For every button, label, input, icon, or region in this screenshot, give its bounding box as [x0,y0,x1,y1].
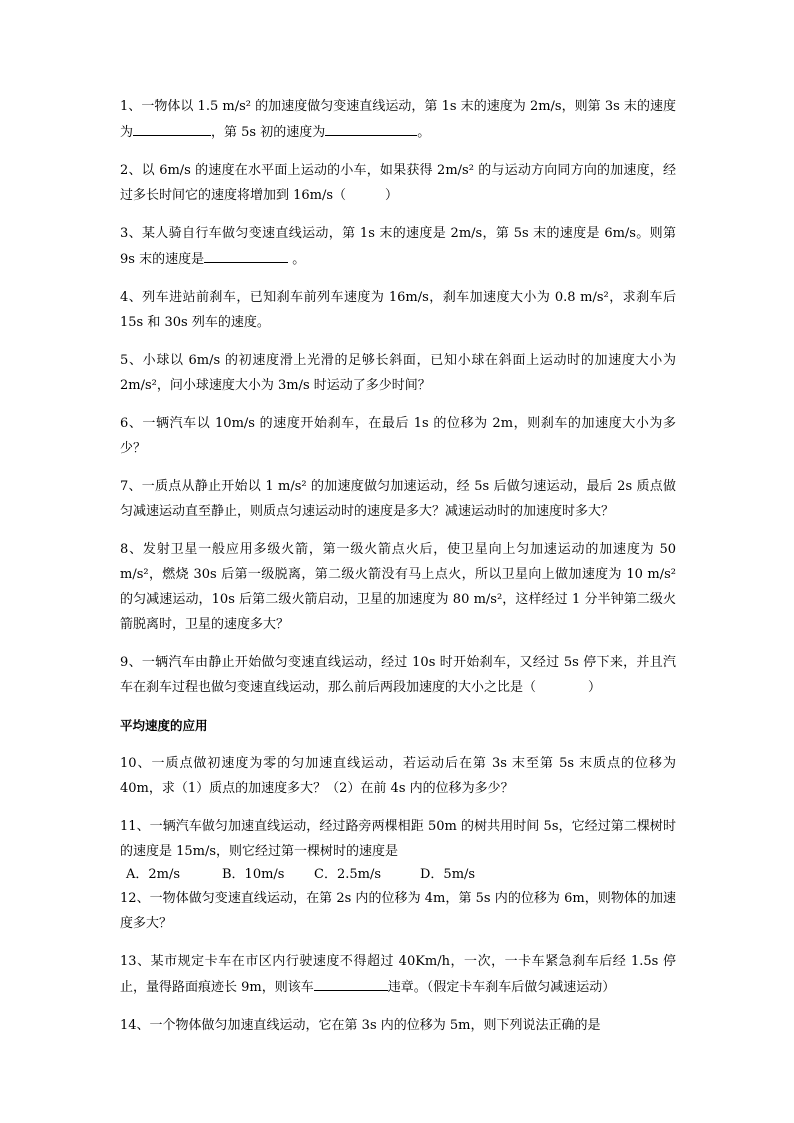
question-11-choices [120,864,676,886]
choice-b[interactable]: B．10m/s [222,867,285,882]
question-3: 3、某人骑自行车做匀变速直线运动，第 1s 末的速度是 2m/s，第 5s 末的速度是 6m/s。则第 9s 末的速度是 。 [120,226,676,267]
question-5: 5、小球以 6m/s 的初速度滑上光滑的足够长斜面，已知小球在斜面上运动时的加速度大小为 2m/s²，问小球速度大小为 3m/s 时运动了多少时间？ [120,353,676,393]
answer-blank[interactable] [325,119,417,136]
question-9: 9、一辆汽车由静止开始做匀变速直线运动，经过 10s 时开始刹车，又经过 5s 停下来，并且汽车在刹车过程也做匀变速直线运动，那么前后两段加速度的大小之比是（ ） [120,655,676,695]
choice-c[interactable]: C．2.5m/s [314,867,381,882]
choice-d[interactable]: D．5m/s [420,867,476,882]
answer-blank[interactable] [314,974,388,991]
question-13: 13、某市规定卡车在市区内行驶速度不得超过 40Km/h，一次，一卡车紧急刹车后经 1.5s 停止，量得路面痕迹长 9m，则该车 违章。（假定卡车刹车后做匀减速运动） [120,954,676,995]
question-12: 12、一物体做匀变速直线运动，在第 2s 内的位移为 4m，第 5s 内的位移为 6m，则物体的加速度多大？ [120,891,676,931]
question-1: 1、一物体以 1.5 m/s² 的加速度做匀变速直线运动，第 1s 末的速度为 2m/s，则第 3s 末的速度为 ，第 5s 初的速度为 。 [120,99,676,140]
question-8: 8、发射卫星一般应用多级火箭，第一级火箭点火后，使卫星向上匀加速运动的加速度为 50 m/s²，燃烧 30s 后第一级脱离，第二级火箭没有马上点火，所以卫星向上做加速度为 10 m/s² 的匀减速运动，10s 后第二级火箭启动，卫星的加速度为 80 m/s²，这样经过 1 分半钟第二级火箭脱离时，卫星的速度多大？ [120,542,676,632]
question-10: 10、一质点做初速度为零的匀加速直线运动，若运动后在第 3s 末至第 5s 末质点的位移为 40m，求（1）质点的加速度多大？（2）在前 4s 内的位移为多少？ [120,756,676,796]
answer-blank[interactable] [204,246,288,263]
worksheet [120,94,676,1051]
question-14: 14、一个物体做匀加速直线运动，它在第 3s 内的位移为 5m，则下列说法正确的是 [120,1018,601,1033]
question-2: 2、以 6m/s 的速度在水平面上运动的小车，如果获得 2m/s² 的与运动方向同方向的加速度，经过多长时间它的速度将增加到 16m/s（ ） [120,163,676,203]
choice-a[interactable]: A．2m/s [126,867,181,882]
answer-blank[interactable] [133,119,211,136]
question-11: 11、一辆汽车做匀加速直线运动，经过路旁两棵相距 50m 的树共用时间 5s，它经过第二棵树时的速度是 15m/s，则它经过第一棵树时的速度是 [120,819,676,859]
question-4: 4、列车进站前刹车，已知刹车前列车速度为 16m/s，刹车加速度大小为 0.8 m/s²，求刹车后 15s 和 30s 列车的速度。 [120,290,676,330]
question-7: 7、一质点从静止开始以 1 m/s² 的加速度做匀加速运动，经 5s 后做匀速运动，最后 2s 质点做匀减速运动直至静止，则质点匀速运动时的速度是多大？减速运动时的加速度时多大？ [120,479,676,519]
section-title: 平均速度的应用 [120,718,208,733]
question-6: 6、一辆汽车以 10m/s 的速度开始刹车，在最后 1s 的位移为 2m，则刹车的加速度大小为多少？ [120,416,676,456]
